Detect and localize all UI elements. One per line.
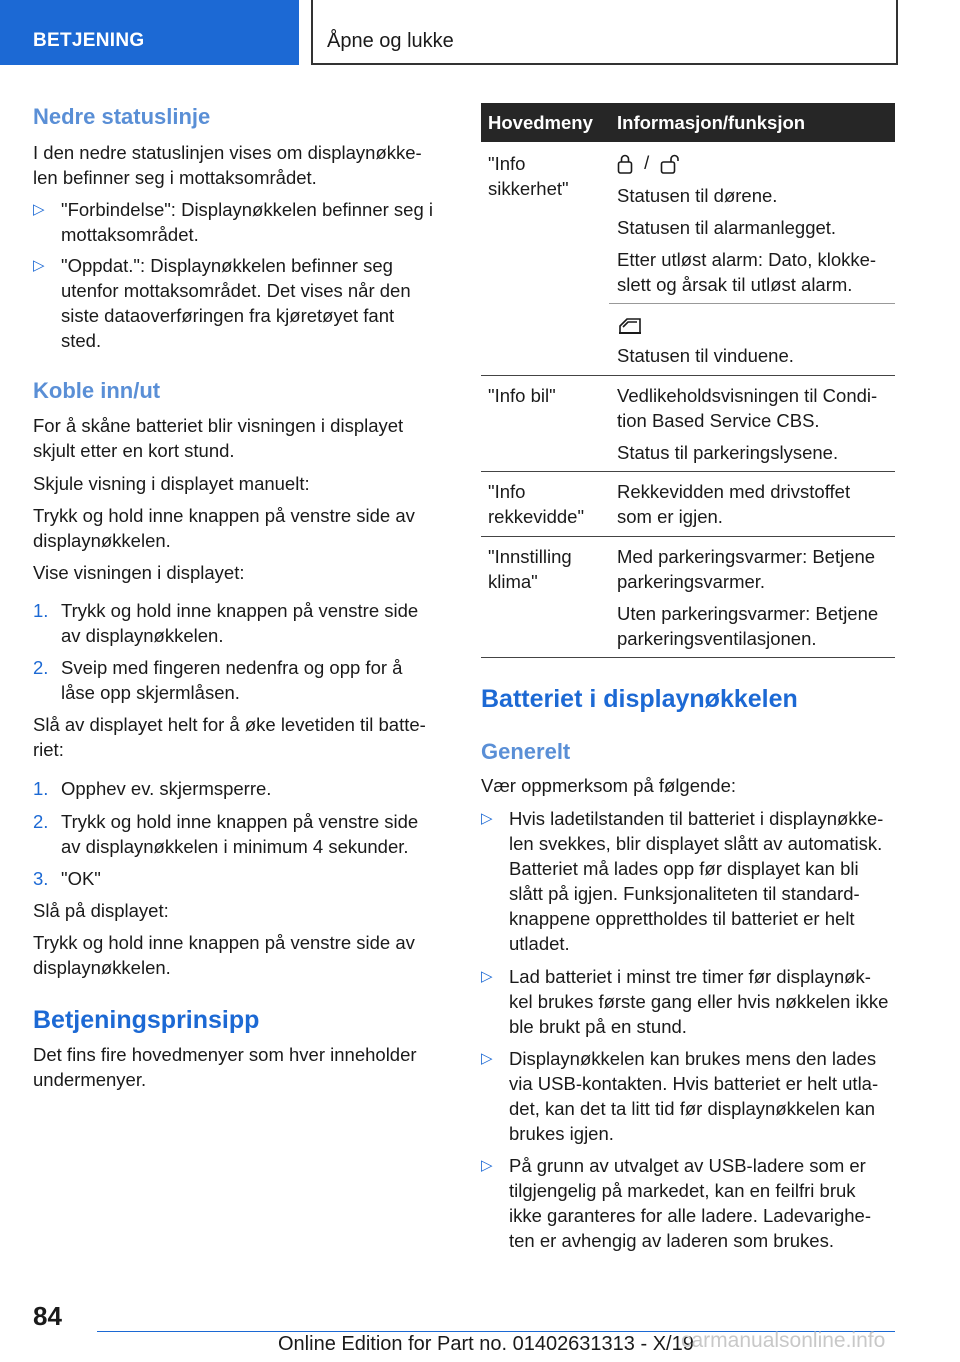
row-divider	[481, 536, 895, 537]
text-line: Uten parkeringsvarmer: Betjene	[617, 603, 879, 624]
step-number: 2.	[33, 657, 49, 678]
text-line: Slå av displayet helt for å øke levetiden til batte-	[33, 714, 426, 735]
section-label: BETJENING	[33, 30, 145, 51]
table-cell-info	[617, 183, 876, 297]
row-divider	[481, 657, 895, 658]
step-number: 1.	[33, 600, 49, 621]
paragraph	[33, 413, 403, 463]
step-number: 3.	[33, 868, 49, 889]
text-line: displaynøkkelen.	[33, 530, 171, 551]
paragraph	[33, 930, 415, 980]
list-item	[481, 964, 888, 1039]
numbered-item	[33, 809, 418, 859]
text-line: sikkerhet"	[488, 178, 569, 199]
heading-general: Generelt	[481, 739, 571, 764]
table-cell-info	[617, 544, 878, 651]
paragraph: Vær oppmerksom på følgende:	[481, 775, 737, 796]
chapter-title: Åpne og lukke	[327, 30, 454, 52]
text-line: tion Based Service CBS.	[617, 410, 820, 431]
text-line: Hvis ladetilstanden til batteriet i displaynøkke-	[509, 808, 884, 829]
text-line: "Info	[488, 153, 526, 174]
list-item	[33, 253, 411, 353]
window-icon	[617, 316, 643, 336]
text-line: Statusen til alarmanlegget.	[617, 217, 837, 238]
text-line: Displaynøkkelen kan brukes mens den lades	[509, 1048, 877, 1069]
text-line: "Innstilling	[488, 546, 572, 567]
text-line: For å skåne batteriet blir visningen i displayet	[33, 415, 404, 436]
text-line: Trykk og hold inne knappen på venstre side	[61, 811, 419, 832]
text-line: Etter utløst alarm: Dato, klokke-	[617, 249, 877, 270]
text-line: Trykk og hold inne knappen på venstre side av	[33, 505, 415, 526]
text-line: kel brukes første gang eller hvis nøkkelen ikke	[509, 991, 889, 1012]
row-divider	[481, 471, 895, 472]
table-cell-info: Statusen til vinduene.	[617, 345, 794, 366]
text-line: brukes igjen.	[509, 1123, 614, 1144]
list-item	[481, 1046, 878, 1146]
heading-on-off: Koble inn/ut	[33, 378, 161, 403]
section-tab	[0, 0, 299, 65]
table-cell-info	[617, 383, 877, 465]
text-line: knappene opprettholdes til batteriet er helt	[509, 908, 855, 929]
statusbar-paragraph	[33, 140, 422, 190]
text-line: slått på igjen. Funksjonaliteten til standard-	[509, 883, 860, 904]
triangle-bullet-icon: ▷	[33, 201, 45, 218]
paragraph: Skjule visning i displayet manuelt:	[33, 473, 310, 494]
text-line: ten er avhengig av laderen som brukes.	[509, 1230, 834, 1251]
row-divider	[481, 375, 895, 376]
icon-separator: /	[644, 152, 650, 173]
lock-open-icon	[660, 153, 686, 175]
heading-operating-principle: Betjeningsprinsipp	[33, 1006, 260, 1034]
text-line: rekkevidde"	[488, 506, 585, 527]
numbered-item	[33, 866, 101, 891]
text-line: Det fins fire hovedmenyer som hver inneholder	[33, 1044, 417, 1065]
paragraph: Vise visningen i displayet:	[33, 562, 245, 583]
text-line: via USB-kontakten. Hvis batteriet er helt utla-	[509, 1073, 879, 1094]
text-line: "Oppdat.": Displaynøkkelen befinner seg	[61, 255, 393, 276]
paragraph	[33, 503, 415, 553]
text-line: utenfor mottaksområdet. Det vises når den	[61, 280, 411, 301]
text-line: Rekkevidden med drivstoffet	[617, 481, 851, 502]
text-line: av displaynøkkelen.	[61, 625, 224, 646]
chapter-header	[311, 0, 898, 65]
text-line: len befinner seg i mottaksområdet.	[33, 167, 317, 188]
text-line: utladet.	[509, 933, 570, 954]
text-line: Lad batteriet i minst tre timer før displaynøk-	[509, 966, 871, 987]
paragraph	[33, 1042, 417, 1092]
table-cell-menu	[488, 479, 584, 529]
triangle-bullet-icon: ▷	[481, 1157, 493, 1174]
text-line: av displaynøkkelen i minimum 4 sekunder.	[61, 836, 409, 857]
text-line: som er igjen.	[617, 506, 723, 527]
text-line: sted.	[61, 330, 102, 351]
lock-closed-icon	[617, 153, 633, 175]
text-line: displaynøkkelen.	[33, 957, 171, 978]
text-line: I den nedre statuslinjen vises om displaynøkke-	[33, 142, 422, 163]
numbered-item	[33, 655, 402, 705]
text-line: Opphev ev. skjermsperre.	[61, 778, 272, 799]
triangle-bullet-icon: ▷	[481, 968, 493, 985]
text-line: skjult etter en kort stund.	[33, 440, 235, 461]
triangle-bullet-icon: ▷	[481, 1050, 493, 1067]
security-icons	[617, 150, 686, 176]
text-line: Status til parkeringslysene.	[617, 442, 839, 463]
watermark: carmanualsonline.info	[681, 1329, 886, 1352]
edition-text: Online Edition for Part no. 01402631313 - X/19	[278, 1333, 694, 1355]
text-line: parkeringsvarmer.	[617, 571, 766, 592]
text-line: slett og årsak til utløst alarm.	[617, 274, 853, 295]
text-line: Vedlikeholdsvisningen til Condi-	[617, 385, 878, 406]
table-cell-menu	[488, 151, 569, 201]
table-cell-menu	[488, 544, 572, 594]
text-line: Statusen til dørene.	[617, 185, 778, 206]
text-line: Batteriet må lades opp før displayet kan bli	[509, 858, 859, 879]
list-item	[481, 806, 883, 956]
numbered-item	[33, 598, 418, 648]
table-header-info: Informasjon/funksjon	[617, 112, 806, 133]
text-line: siste dataoverføringen fra kjøretøyet fant	[61, 305, 395, 326]
triangle-bullet-icon: ▷	[481, 810, 493, 827]
text-line: parkeringsventilasjonen.	[617, 628, 817, 649]
text-line: tilgjengelig på markedet, kan en feilfri bruk	[509, 1180, 856, 1201]
text-line: På grunn av utvalget av USB-ladere som er	[509, 1155, 866, 1176]
text-line: Sveip med fingeren nedenfra og opp for å	[61, 657, 403, 678]
list-item	[33, 197, 433, 247]
text-line: Med parkeringsvarmer: Betjene	[617, 546, 876, 567]
table-cell-info	[617, 479, 850, 529]
triangle-bullet-icon: ▷	[33, 257, 45, 274]
text-line: "Info	[488, 481, 526, 502]
text-line: Trykk og hold inne knappen på venstre side	[61, 600, 419, 621]
text-line: riet:	[33, 739, 64, 760]
step-number: 2.	[33, 811, 49, 832]
paragraph: Slå på displayet:	[33, 900, 169, 921]
heading-battery: Batteriet i displaynøkkelen	[481, 685, 798, 713]
table-header-menu: Hovedmeny	[488, 112, 593, 133]
window-icon-cell	[617, 312, 643, 337]
text-line: låse opp skjermlåsen.	[61, 682, 240, 703]
row-divider	[609, 303, 895, 304]
paragraph	[33, 712, 426, 762]
text-line: det, kan det ta litt tid før displaynøkkelen kan	[509, 1098, 876, 1119]
text-line: ble brukt på en stund.	[509, 1016, 687, 1037]
text-line: klima"	[488, 571, 538, 592]
text-line: ikke garanteres for alle ladere. Ladevarighe-	[509, 1205, 871, 1226]
heading-statusbar: Nedre statuslinje	[33, 104, 211, 129]
numbered-item	[33, 776, 271, 801]
text-line: mottaksområdet.	[61, 224, 199, 245]
page-number: 84	[33, 1301, 62, 1331]
step-number: 1.	[33, 778, 49, 799]
text-line: "OK"	[61, 868, 101, 889]
text-line: undermenyer.	[33, 1069, 147, 1090]
table-cell-menu: "Info bil"	[488, 385, 556, 406]
text-line: Trykk og hold inne knappen på venstre side av	[33, 932, 415, 953]
text-line: len svekkes, blir displayet slått av automatisk.	[509, 833, 883, 854]
text-line: "Forbindelse": Displaynøkkelen befinner seg i	[61, 199, 434, 220]
list-item	[481, 1153, 871, 1253]
